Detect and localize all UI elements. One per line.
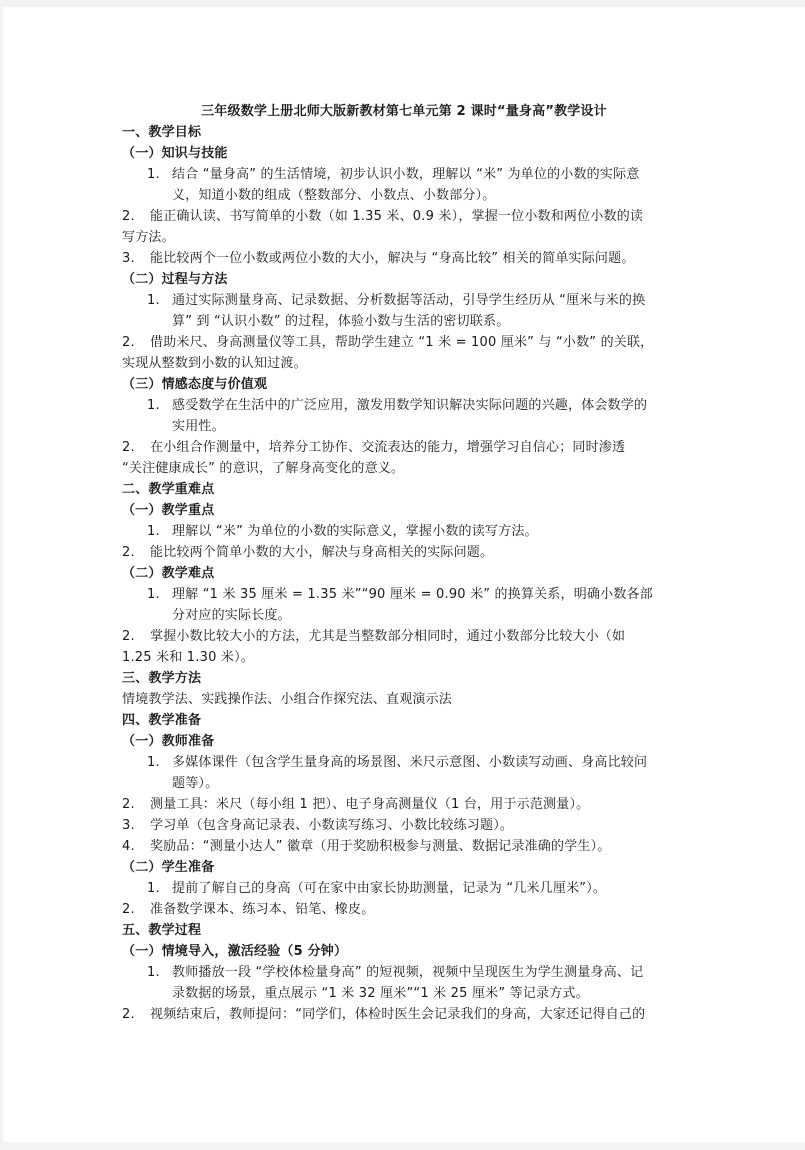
item-number: 1. xyxy=(147,398,160,413)
page-title: 三年级数学上册北师大版新教材第七单元第 2 课时“量身高”教学设计 xyxy=(201,104,607,119)
subsection-heading-focus: （一）教学重点 xyxy=(122,503,215,518)
item-text: 1.25 米和 1.30 米）。 xyxy=(122,650,254,665)
item-text: 借助米尺、身高测量仪等工具，帮助学生建立 “1 米 = 100 厘米” 与 “小数” 的关联， xyxy=(150,335,654,350)
item-text: 题等）。 xyxy=(172,776,219,791)
section-heading-key-points: 二、教学重难点 xyxy=(122,482,215,497)
subsection-heading-difficulty: （二）教学难点 xyxy=(122,566,215,581)
item-text: 算” 到 “认识小数” 的过程，体验小数与生活的密切联系。 xyxy=(172,314,510,329)
subsection-heading-attitude: （三）情感态度与价值观 xyxy=(122,377,268,392)
item-number: 2. xyxy=(122,209,135,224)
item-text: “关注健康成长” 的意识，了解身高变化的意义。 xyxy=(122,461,405,476)
item-text: 感受数学在生活中的广泛应用，激发用数学知识解决实际问题的兴趣，体会数学的 xyxy=(172,398,648,413)
subsection-heading-teacher-prep: （一）教师准备 xyxy=(122,734,215,749)
section-heading-methods: 三、教学方法 xyxy=(122,671,202,686)
item-number: 2. xyxy=(122,902,135,917)
methods-text: 情境教学法、实践操作法、小组合作探究法、直观演示法 xyxy=(122,692,453,707)
item-number: 1. xyxy=(147,167,160,182)
item-number: 1. xyxy=(147,293,160,308)
item-text: 义，知道小数的组成（整数部分、小数点、小数部分）。 xyxy=(172,188,496,203)
document-page xyxy=(3,7,805,1142)
item-text: 掌握小数比较大小的方法，尤其是当整数部分相同时，通过小数部分比较大小（如 xyxy=(150,629,626,644)
item-text: 测量工具：米尺（每小组 1 把）、电子身高测量仪（1 台，用于示范测量）。 xyxy=(150,797,590,812)
item-number: 1. xyxy=(147,587,160,602)
item-number: 3. xyxy=(122,818,135,833)
item-text: 提前了解自己的身高（可在家中由家长协助测量，记录为 “几米几厘米”）。 xyxy=(172,881,607,896)
subsection-heading-intro: （一）情境导入，激活经验（5 分钟） xyxy=(122,944,348,959)
item-number: 1. xyxy=(147,755,160,770)
subsection-heading-knowledge: （一）知识与技能 xyxy=(122,146,228,161)
item-number: 2. xyxy=(122,1007,135,1022)
subsection-heading-student-prep: （二）学生准备 xyxy=(122,860,215,875)
subsection-heading-process: （二）过程与方法 xyxy=(122,272,228,287)
item-text: 理解 “1 米 35 厘米 = 1.35 米”“90 厘米 = 0.90 米” 的换算关系，明确小数各部 xyxy=(172,587,653,602)
item-text: 能正确认读、书写简单的小数（如 1.35 米、0.9 米），掌握一位小数和两位小数的读 xyxy=(150,209,644,224)
item-text: 能比较两个简单小数的大小，解决与身高相关的实际问题。 xyxy=(150,545,494,560)
item-text: 在小组合作测量中，培养分工协作、交流表达的能力，增强学习自信心；同时渗透 xyxy=(150,440,626,455)
item-text: 实用性。 xyxy=(172,419,225,434)
section-heading-process: 五、教学过程 xyxy=(122,923,202,938)
item-text: 录数据的场景，重点展示 “1 米 32 厘米”“1 米 25 厘米” 等记录方式。 xyxy=(172,986,589,1001)
item-text: 教师播放一段 “学校体检量身高” 的短视频，视频中呈现医生为学生测量身高、记 xyxy=(172,965,644,980)
item-text: 分对应的实际长度。 xyxy=(172,608,291,623)
item-text: 学习单（包含身高记录表、小数读写练习、小数比较练习题）。 xyxy=(150,818,514,833)
item-text: 结合 “量身高” 的生活情境，初步认识小数，理解以 “米” 为单位的小数的实际意 xyxy=(172,167,640,182)
item-number: 2. xyxy=(122,440,135,455)
item-text: 准备数学课本、练习本、铅笔、橡皮。 xyxy=(150,902,375,917)
item-text: 写方法。 xyxy=(122,230,175,245)
item-number: 2. xyxy=(122,629,135,644)
item-number: 2. xyxy=(122,797,135,812)
item-number: 2. xyxy=(122,335,135,350)
item-text: 实现从整数到小数的认知过渡。 xyxy=(122,356,307,371)
item-number: 1. xyxy=(147,881,160,896)
item-text: 通过实际测量身高、记录数据、分析数据等活动，引导学生经历从 “厘米与米的换 xyxy=(172,293,646,308)
item-text: 多媒体课件（包含学生量身高的场景图、米尺示意图、小数读写动画、身高比较问 xyxy=(172,755,648,770)
section-heading-preparation: 四、教学准备 xyxy=(122,713,202,728)
item-number: 3. xyxy=(122,251,135,266)
item-number: 4. xyxy=(122,839,135,854)
item-text: 奖励品：“测量小达人” 徽章（用于奖励积极参与测量、数据记录准确的学生）。 xyxy=(150,839,611,854)
item-text: 理解以 “米” 为单位的小数的实际意义，掌握小数的读写方法。 xyxy=(172,524,538,539)
item-number: 1. xyxy=(147,965,160,980)
section-heading-objectives: 一、教学目标 xyxy=(122,125,202,140)
item-text: 视频结束后，教师提问：“同学们，体检时医生会记录我们的身高，大家还记得自己的 xyxy=(150,1007,646,1022)
item-text: 能比较两个一位小数或两位小数的大小，解决与 “身高比较” 相关的简单实际问题。 xyxy=(150,251,635,266)
item-number: 2. xyxy=(122,545,135,560)
item-number: 1. xyxy=(147,524,160,539)
